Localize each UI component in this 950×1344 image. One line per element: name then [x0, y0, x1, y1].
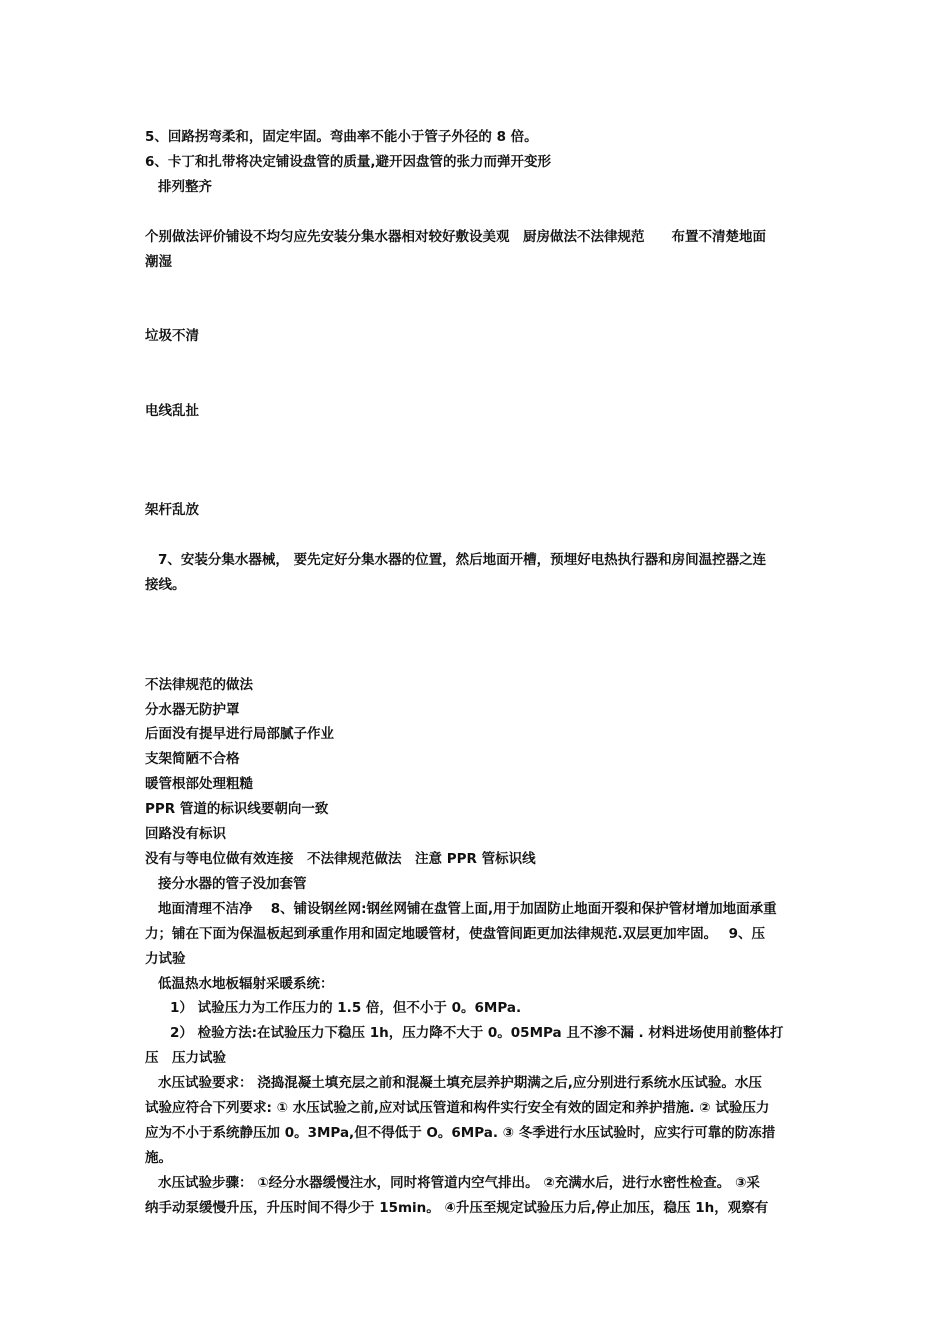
text-line: 不法律规范的做法 — [145, 677, 253, 693]
text-line: 水压试验要求： 浇捣混凝土填充层之前和混凝土填充层养护期满之后,应分别进行系统水压试验。水压 — [158, 1075, 762, 1091]
text-line: 潮湿 — [145, 254, 172, 270]
text-line: 5、回路拐弯柔和，固定牢固。弯曲率不能小于管子外径的 8 倍。 — [145, 129, 538, 145]
text-line: 1） 试验压力为工作压力的 1.5 倍，但不小于 0。6MPa. — [170, 1000, 522, 1016]
text-line: 力；铺在下面为保温板起到承重作用和固定地暖管材，使盘管间距更加法律规范.双层更加牢固。 9、压 — [145, 926, 765, 942]
text-line: 低温热水地板辐射采暖系统： — [158, 976, 334, 992]
text-line: 个别做法评价铺设不均匀应先安装分集水器相对较好敷设美观 厨房做法不法律规范 布置不清楚地面 — [145, 229, 766, 245]
text-line: 接分水器的管子没加套管 — [158, 876, 307, 892]
text-line: 支架简陋不合格 — [145, 751, 240, 767]
text-line: 6、卡丁和扎带将决定铺设盘管的质量,避开因盘管的张力而弹开变形 — [145, 154, 552, 170]
text-line: 水压试验步骤： ①经分水器缓慢注水，同时将管道内空气排出。 ②充满水后，进行水密性检查。 ③采 — [158, 1175, 760, 1191]
text-line: 纳手动泵缓慢升压，升压时间不得少于 15min。 ④升压至规定试验压力后,停止加压，稳压 1h，观察有 — [145, 1200, 769, 1216]
text-line: 7、安装分集水器械， 要先定好分集水器的位置，然后地面开槽，预埋好电热执行器和房间温控器之连 — [158, 552, 767, 568]
text-line: 没有与等电位做有效连接 不法律规范做法 注意 PPR 管标识线 — [145, 851, 536, 867]
text-line: 2） 检验方法:在试验压力下稳压 1h，压力降不大于 0。05MPa 且不渗不漏 . 材料进场使用前整体打 — [170, 1025, 784, 1041]
text-line: 地面清理不洁净 8、铺设钢丝网:钢丝网铺在盘管上面,用于加固防止地面开裂和保护管材增加地面承重 — [158, 901, 777, 917]
text-line: PPR 管道的标识线要朝向一致 — [145, 801, 329, 817]
text-line: 后面没有提早进行局部腻子作业 — [145, 726, 334, 742]
text-line: 力试验 — [145, 951, 186, 967]
text-line: 垃圾不清 — [145, 328, 199, 344]
text-line: 暖管根部处理粗糙 — [145, 776, 253, 792]
text-line: 电线乱扯 — [145, 403, 199, 419]
text-line: 接线。 — [145, 577, 186, 593]
text-line: 试验应符合下列要求: ① 水压试验之前,应对试压管道和构件实行安全有效的固定和养护措施. ② 试验压力 — [145, 1100, 770, 1116]
text-line: 回路没有标识 — [145, 826, 226, 842]
text-line: 施。 — [145, 1150, 172, 1166]
text-line: 架杆乱放 — [145, 502, 199, 518]
text-line: 应为不小于系统静压加 0。3MPa,但不得低于 O。6MPa. ③ 冬季进行水压试验时，应实行可靠的防冻措 — [145, 1125, 776, 1141]
text-line: 排列整齐 — [158, 179, 212, 195]
text-line: 压 压力试验 — [145, 1050, 226, 1066]
text-line: 分水器无防护罩 — [145, 702, 240, 718]
